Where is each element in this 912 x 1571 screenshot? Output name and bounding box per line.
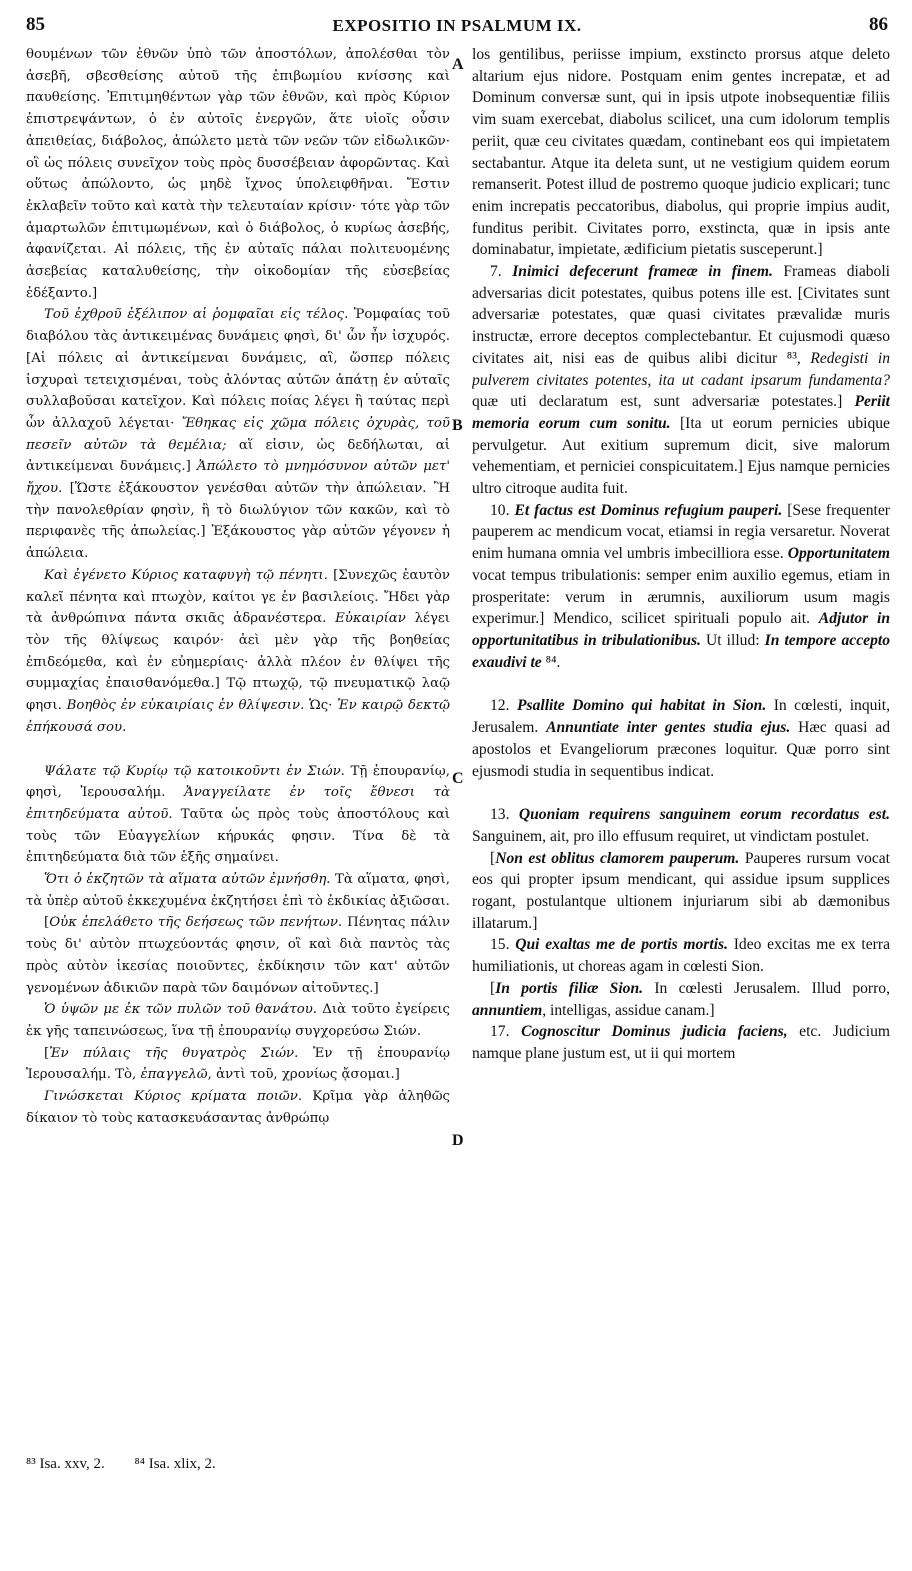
footnote-84: ⁸⁴ Isa. xlix, 2. (134, 1456, 216, 1472)
latin-text: [Sese frequenter pauperem ac mendicum vocat, etiamsi in regia versaretur. Noverat enim humana omnia vel umbris imbecilliora esse. (472, 501, 890, 563)
bracket: [ (490, 979, 496, 997)
verse-number: 17. (490, 1023, 510, 1041)
latin-paragraph (472, 500, 890, 674)
verse-number: 7. (490, 263, 502, 281)
latin-text: Frameas diaboli adversarias dicit potestates, quibus potens ille est. [Civitates sunt adversariæ potestates, quæ quasi civitates prævalidæ muris instructæ, errore deceptos complectebantur. Et cujusmodi quæso civitates ait, nisi eas de quibus alibi dicitur ⁸³, (472, 263, 890, 367)
latin-lemma: Inimici defecerunt frameæ in finem. (512, 263, 773, 281)
latin-lemma: Periit memoria eorum cum sonitu. (472, 393, 890, 432)
greek-lemma: Βοηθὸς ἐν εὐκαιρίαις ἐν θλίψεσιν. (66, 698, 305, 714)
section-marker-c: C (452, 770, 464, 787)
latin-text: , intelligas, assidue canam.] (542, 1001, 715, 1019)
greek-lemma: Τοῦ ἐχθροῦ ἐξέλιπον αἱ ῥομφαῖαι εἰς τέλος. (44, 307, 349, 323)
greek-text: Τὰ αἵματα, φησὶ, τὰ ὑπὲρ αὐτοῦ ἐκκεχυμένα ἐκζητήσει ἐπὶ τὸ ἐκδικίας ἀξιῶσαι. (26, 872, 450, 909)
latin-paragraph: los gentilibus, periisse impium, exstincto prorsus atque deleto altarium ejus nidore. Postquam enim gentes increpatæ, et ad Dominum conversæ sunt, qui in ipsis utpote inobsequentiæ filiis vim suam exercebat, diabolus scilicet, una cum idolorum templis periit, quæ ceu civitates quædam, continebant eos qui impietatem sectabantur. Atque ita deleta sunt, ut ne vestigium quidem eorum remanserit. Potest illud de postremo quoque judicio explicari; tunc enim increpatis peccatoribus, diabolus, qui proprie impius audit, funditus peribit. Civitates porro, exstincta, quæ in ipsis ante dominabatur, impietate, ædificium pietatis susceperunt.] (472, 46, 890, 259)
greek-text: Διὰ τοῦτο ἐγείρεις ἐκ γῆς ταπεινώσεως, ἵνα τῇ ἐπουρανίῳ συγχορεύσω Σιών. (26, 1002, 450, 1039)
latin-lemma: Annuntiate inter gentes studia ejus. (546, 719, 791, 737)
latin-text: quæ uti declaratum est, sunt adversariæ potestates.] (472, 393, 855, 411)
greek-paragraph (26, 1043, 450, 1086)
footnotes (26, 1456, 242, 1473)
verse-number: 12. (490, 697, 510, 715)
greek-quote: Ἐν καιρῷ δεκτῷ ἐπήκουσά σου. (26, 698, 450, 735)
greek-term: Εὐκαιρίαν (335, 611, 406, 627)
running-title: EXPOSITIO IN PSALMUM IX. (332, 16, 582, 35)
latin-lemma: Adjutor in opportunitatibus in tribulationibus. (472, 610, 890, 649)
greek-text: , ἀντὶ τοῦ, χρονίως ᾄσομαι.] (207, 1067, 400, 1083)
greek-lemma: Ὅτι ὁ ἐκζητῶν τὰ αἵματα αὐτῶν ἐμνήσθη. (44, 872, 331, 888)
greek-text: Ταῦτα ὡς πρὸς τοὺς ἀποστόλους καὶ τοὺς τῶν Εὐαγγελίων κήρυκάς φησιν. Τίνα δὲ τὰ ἐπιτηδεύματα διὰ τῶν ἑξῆς σημαίνει. (26, 806, 450, 866)
bracket: [ (44, 1045, 50, 1061)
latin-paragraph (472, 1021, 890, 1064)
bracket: [ (44, 915, 50, 931)
greek-paragraph (26, 912, 450, 999)
latin-term: annuntiem (472, 1001, 543, 1019)
section-marker-a: A (452, 56, 464, 73)
latin-text: In cœlesti, inquit, Jerusalem. (472, 697, 890, 737)
latin-column (472, 44, 890, 1571)
latin-paragraph (472, 848, 890, 935)
latin-text: Sanguinem, ait, pro illo effusum requiret, ut vindictam postulet. (472, 827, 870, 845)
greek-lemma: Οὐκ ἐπελάθετο τῆς δεήσεως τῶν πενήτων. (49, 915, 343, 931)
greek-text: Ὡς· (304, 698, 338, 714)
greek-text: [Συνεχῶς ἑαυτὸν καλεῖ πένητα καὶ πτωχὸν, καίτοι γε ἐν βασιλείοις. Ἤδει γὰρ τὰ ἀνθρώπινα πάντα σκιᾶς ἀδρανέστερα. (26, 567, 450, 627)
verse-number: 15. (490, 936, 510, 954)
greek-text: [Ὥστε ἐξάκουστον γενέσθαι αὐτῶν τὴν ἀπώλειαν. Ἢ τὴν πανολεθρίαν φησὶν, ἢ τὸ διωλύγιον τῶν κακῶν, καὶ τὸ περιφανὲς τῆς ἀπωλείας.] Ἐξάκουστος γὰρ αὐτῶν γέγονεν ἡ ἀπώλεια. (26, 481, 450, 562)
latin-quote: In tempore accepto exaudivi te (472, 631, 890, 671)
section-marker-d: D (452, 1132, 464, 1149)
greek-text: Πένητας πάλιν τοὺς δι' αὐτὸν πτωχεύοντάς φησιν, οἳ καὶ διὰ παντὸς τὰς πρὸς αὐτὸν ἱκεσίας ποιοῦντες, ἐκδίκησιν τῶν κατ' αὐτῶν γενομένων ἀδικιῶν παρὰ τῶν δαιμόνων αἰτοῦντες.] (26, 915, 450, 996)
greek-lemma: Καὶ ἐγένετο Κύριος καταφυγὴ τῷ πένητι. (44, 567, 328, 583)
latin-paragraph (472, 695, 890, 782)
greek-text: λέγει τὸν τῆς θλίψεως καιρόν· ἀεὶ μὲν γὰρ τῆς βοηθείας ἐπιδεόμεθα, καὶ ἐν εὐημερίαις· ἀλλὰ πλέον ἐν θλίψει τῆς συμμαχίας ἐπαισθανόμεθα.] Τῷ πτωχῷ, τῷ πνευματικῷ λαῷ φησι. (26, 611, 450, 714)
latin-paragraph (472, 804, 890, 847)
latin-lemma: Quoniam requirens sanguinem eorum recordatus est. (518, 806, 890, 824)
greek-paragraph: θουμένων τῶν ἐθνῶν ὑπὸ τῶν ἀποστόλων, ἀπολέσθαι τὸν ἀσεβῆ, σβεσθείσης αὐτοῦ τῆς ἐπιβωμίου κνίσσης καὶ παυθείσης. Ἐπιτιμηθέντων γὰρ τῶν ἐθνῶν, καὶ πρὸς Κύριον ἐπιστρεψάντων, ὁ ἐν αὐτοῖς ἐνεργῶν, ἅτε υἱοῖς οὖσιν ἀπειθείας, διάβολος, ἀπώλετο μετὰ τῶν νεῶν τῶν εἰδωλικῶν· οἳ ὡς πόλεις συνεῖχον τοὺς πρὸς δυσσέβειαν ἀφορῶντας. Καὶ οὕτως ἀπώλοντο, ὡς μηδὲ ἴχνος ὑπολειφθῆναι. Ἔστιν ἐκλαβεῖν τοῦτο καὶ κατὰ τὴν τελευταίαν κρίσιν· τότε γὰρ τῶν ἁμαρτωλῶν ἐπιτιμωμένων, καὶ ὁ διάβολος, ὁ κυρίως ἀσεβής, ἀφανίζεται. Αἱ πόλεις, τῆς ἐν αὐταῖς πάλαι πολιτευομένης ἀσεβείας καταλυθείσης, τὴν οἰκοδομίαν τῆς εὐσεβείας ἐδέξαντο.] (26, 47, 450, 301)
latin-text: [Ita ut eorum pernicies ubique pervulgetur. Aut exitium supremum dicit, sive malorum vehementiam, et perniciei conspicuitatem.] Ejus namque pernicies ultro citroque audita fuit. (472, 414, 890, 498)
greek-paragraph (26, 869, 450, 912)
latin-text: Ut illud: (700, 631, 765, 649)
latin-paragraph (472, 261, 890, 500)
latin-lemma: Psallite Domino qui habitat in Sion. (516, 697, 767, 715)
latin-lemma: Cognoscitur Dominus judicia faciens, (521, 1023, 788, 1041)
greek-text: Ἐν τῇ ἐπουρανίῳ Ἱερουσαλήμ. Τὸ, (26, 1045, 450, 1083)
latin-text: vocat tempus tribulationis: semper enim auxilio egemus, etiam in prosperitate: verum in ærumnis, auxiliorum usum magis experimur.] Mendico, scilicet spirituali populo ait. (472, 566, 890, 628)
footnote-ref: ⁸⁴. (541, 653, 561, 671)
greek-term: ἐπαγγελῶ (140, 1067, 208, 1083)
latin-quote: Redegisti in pulverem civitates potentes, ita ut cadant ipsarum fundamenta? (472, 349, 890, 389)
latin-term: Opportunitatem (787, 545, 890, 563)
latin-lemma: In portis filiæ Sion. (495, 979, 644, 997)
greek-text: αἵ εἰσιν, ὡς δεδήλωται, αἱ ἀντικείμεναι δυνάμεις.] (26, 437, 450, 475)
footnote-83: ⁸³ Isa. xxv, 2. (26, 1456, 105, 1472)
greek-text: Τῇ ἐπουρανίῳ, φησὶ, Ἱερουσαλήμ. (26, 763, 450, 801)
latin-paragraph (472, 934, 890, 977)
running-header (26, 14, 888, 40)
verse-number: 13. (490, 806, 510, 824)
latin-lemma: Non est oblitus clamorem pauperum. (495, 849, 740, 867)
greek-lemma: Ὁ ὑψῶν με ἐκ τῶν πυλῶν τοῦ θανάτου. (44, 1002, 318, 1018)
greek-lemma: Ἀπώλετο τὸ μνημόσυνον αὐτῶν μετ' ἤχου. (26, 459, 450, 497)
latin-text: In cœlesti Jerusalem. Illud porro, (643, 979, 890, 997)
page-number-left: 85 (26, 14, 45, 35)
latin-text: Hæc quasi ad apostolos et Evangeliorum præcones loquitur. Quæ porro sint ejusmodi studia in sequentibus indicat. (472, 719, 890, 780)
greek-quote: Ἔθηκας εἰς χῶμα πόλεις ὀχυρὰς, τοῦ πεσεῖν αὐτῶν τὰ θεμέλια; (26, 415, 450, 453)
latin-lemma: Qui exaltas me de portis mortis. (515, 936, 728, 954)
latin-lemma: Et factus est Dominus refugium pauperi. (514, 501, 783, 519)
greek-lemma: Ψάλατε τῷ Κυρίῳ τῷ κατοικοῦντι ἐν Σιών. (44, 763, 345, 779)
verse-number: 10. (490, 501, 510, 519)
greek-paragraph (26, 761, 450, 870)
greek-lemma: Ἀναγγείλατε ἐν τοῖς ἔθνεσι τὰ ἐπιτηδεύματα αὐτοῦ. (26, 785, 450, 822)
section-marker-b: B (452, 417, 463, 434)
latin-text: Ideo excitas me ex terra humiliationis, ut choreas agam in cœlesti Sion. (472, 936, 890, 976)
latin-text: etc. Judicium namque plane justum est, ut ii qui mortem (472, 1023, 890, 1062)
greek-paragraph (26, 1086, 450, 1129)
greek-paragraph (26, 999, 450, 1042)
bracket: [ (490, 849, 496, 867)
greek-column (26, 44, 450, 1571)
greek-text: Ῥομφαίας τοῦ διαβόλου τὰς ἀντικειμένας δυνάμεις φησὶ, δι' ὧν ἦν ἰσχυρός. [Αἱ πόλεις αἱ ἀντικείμεναι δυνάμεις, αἳ, ὥσπερ πόλεις ἰσχυραὶ τετειχισμέναι, τοὺς ἁλόντας αὐτῶν ἀπάτῃ ἐν αὐταῖς συλλαβοῦσαι κατεῖχον. Καὶ πόλεις ποίας λέγει ἢ ταύτας περὶ ὧν ἀλλαχοῦ λέγεται· (26, 307, 450, 431)
page-number-right: 86 (869, 14, 888, 35)
greek-paragraph (26, 304, 450, 564)
latin-paragraph (472, 978, 890, 1021)
greek-lemma: Ἐν πύλαις τῆς θυγατρὸς Σιών. (49, 1045, 299, 1061)
greek-paragraph (26, 565, 450, 739)
greek-lemma: Γινώσκεται Κύριος κρίματα ποιῶν. (44, 1089, 303, 1105)
greek-text: Κρῖμα γὰρ ἀληθῶς δίκαιον τὸ τοὺς κατασκευάσαντας ἀνθρώπῳ (26, 1089, 450, 1126)
latin-text: Pauperes rursum vocat eos qui propter ipsum mendicant, qui assidue ipsum supplices rogant, postulantque ultionem injuriarum sibi ab dæmonibus illatarum.] (472, 849, 890, 932)
